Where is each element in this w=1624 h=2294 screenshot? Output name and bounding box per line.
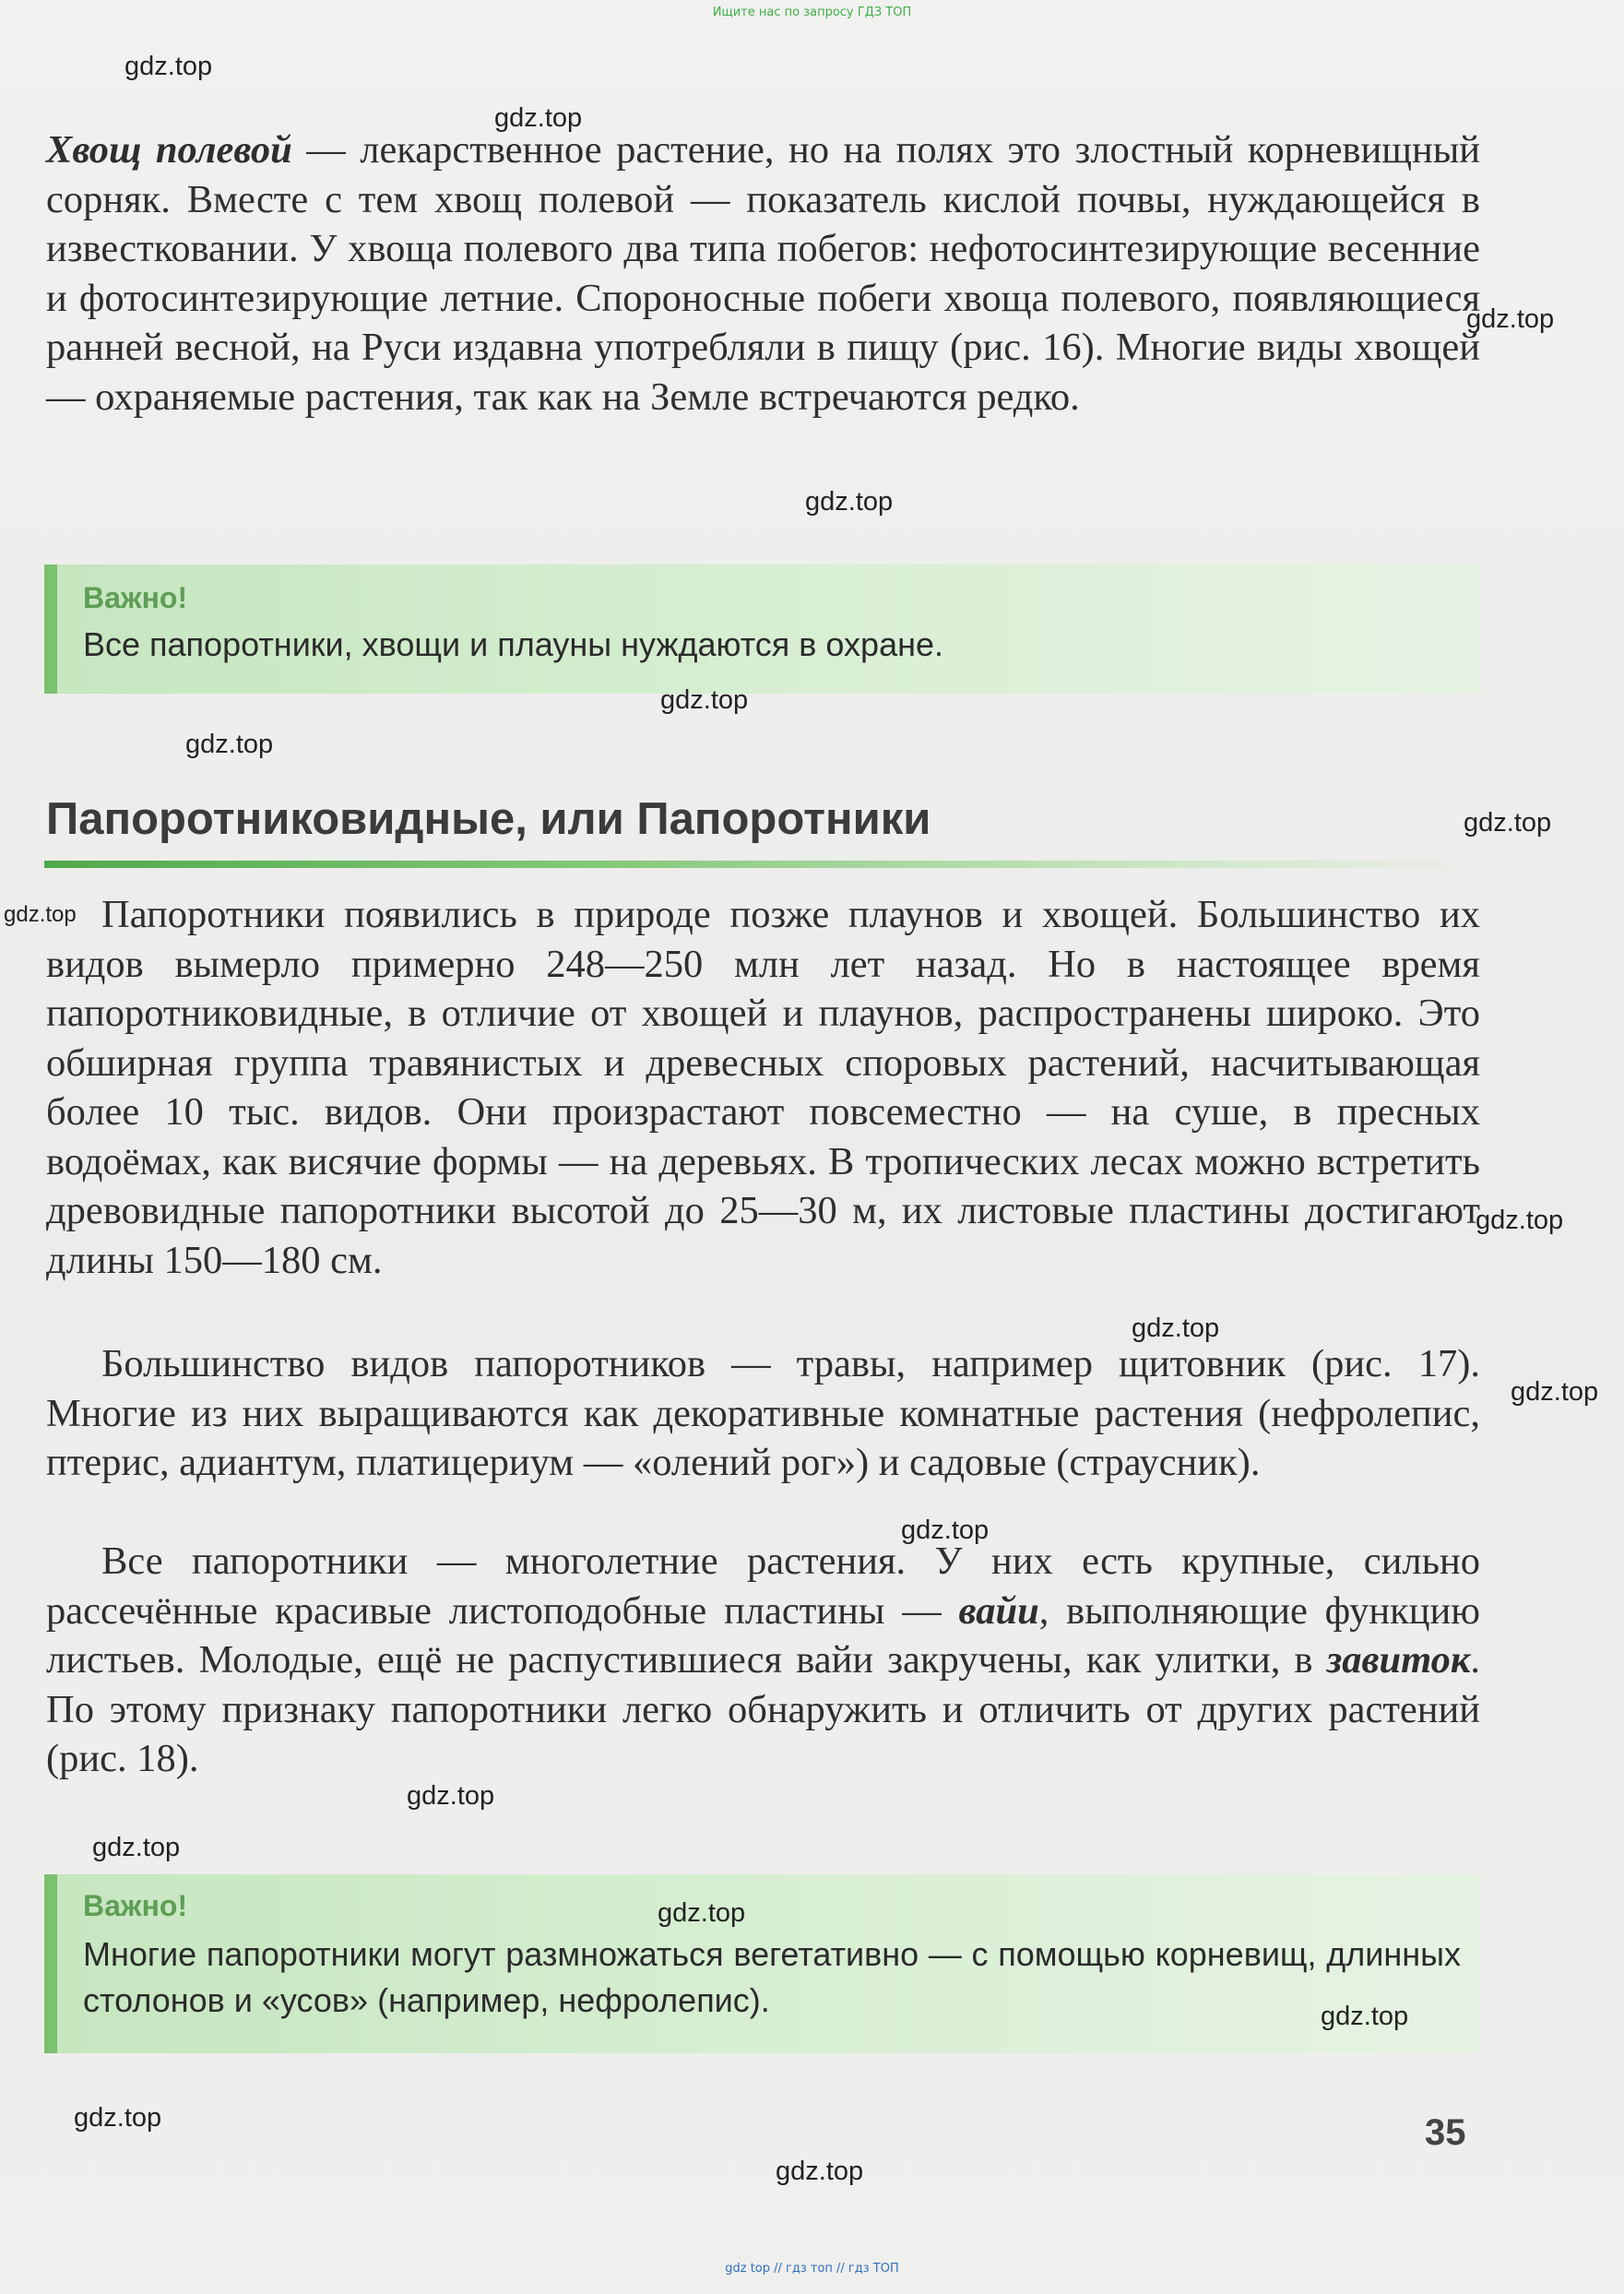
term-horsetail: Хвощ полевой [46, 128, 292, 172]
watermark: gdz.top [776, 2157, 864, 2186]
watermark: gdz.top [185, 730, 274, 759]
paragraph-ferns-intro: Папоротники появились в природе позже плаунов и хвощей. Большинство их видов вымерло примерно 248—250 млн лет назад. Но в настоящее время папоротниковидные, в отличие от хвощей и плаунов, распространены широко. Это обширная группа травянистых и древесных споровых растений, насчитывающая более 10 тыс. видов. Они произрастают повсеместно — на суше, в пресных водоёмах, как висячие формы — на деревьях. В тропических лесах можно встретить древовидные папоротники высотой до 25—30 м, их листовые пластины достигают длины 150—180 см. [46, 893, 1480, 1282]
watermark: gdz.top [407, 1781, 495, 1811]
note-title: Важно! [83, 581, 188, 614]
watermark: gdz.top [92, 1833, 181, 1862]
watermark: gdz.top [74, 2103, 162, 2133]
important-note-2 [44, 1874, 1479, 2053]
watermark: gdz.top [124, 52, 213, 81]
note-text: Все папоротники, хвощи и плауны нуждаются в охране. [83, 625, 943, 663]
page-number: 35 [1425, 2112, 1466, 2153]
note-title: Важно! [83, 1889, 188, 1922]
paragraph-horsetail-text: — лекарственное растение, но на полях это злостный корневищный сорняк. Вместе с тем хвощ полевой — показатель кислой почвы, нуждающейся в известковании. У хвоща полевого два типа побегов: нефотосинтезирующие весенние и фотосинтезирующие летние. Спороносные побеги хвоща полевого, появляющиеся ранней весной, на Руси издавна употребляли в пищу (рис. 16). Многие виды хвощей — охраняемые растения, так как на Земле встречаются редко. [46, 128, 1481, 419]
watermark: gdz.top [494, 103, 583, 133]
term-crozier: завиток [1326, 1638, 1471, 1682]
watermark: gdz.top [658, 1898, 746, 1928]
fronds-text-3: . По этому признаку папоротники легко обнаружить и отличить от других растений (рис. 18). [46, 1638, 1480, 1780]
watermark: gdz.top [4, 902, 77, 927]
top-banner[interactable]: Ищите нас по запросу ГДЗ ТОП [712, 6, 912, 19]
watermark: gdz.top [1132, 1313, 1220, 1343]
paragraph-ferns-fronds [46, 1537, 1480, 1784]
heading-underline [44, 861, 1479, 868]
watermark: gdz.top [1466, 304, 1555, 334]
note-text: Многие папоротники могут размножаться вегетативно — с помощью корневищ, длинных столонов и «усов» (например, нефролепис). [83, 1935, 1461, 2019]
fronds-text-2: , выполняющие функцию листьев. Молодые, ещё не распустившиеся вайи закручены, как улитки, в [46, 1588, 1480, 1682]
section-heading: Папоротниковидные, или Папоротники [46, 794, 931, 844]
watermark: gdz.top [1511, 1377, 1599, 1407]
watermark: gdz.top [805, 487, 894, 517]
term-fronds: вайи [958, 1588, 1039, 1633]
important-note-1 [44, 565, 1479, 694]
watermark: gdz.top [660, 685, 749, 715]
watermark: gdz.top [1476, 1206, 1564, 1235]
watermark: gdz.top [901, 1515, 990, 1545]
paragraph-horsetail [46, 125, 1480, 422]
paragraph-ferns-herbs: Большинство видов папоротников — травы, например щитовник (рис. 17). Многие из них выращиваются как декоративные комнатные растения (нефролепис, птерис, адиантум, платицериум — «олений рог») и садовые (страусник). [46, 1342, 1480, 1484]
watermark: gdz.top [1464, 808, 1552, 838]
watermark: gdz.top [1321, 2002, 1409, 2031]
bottom-banner[interactable]: gdz top // гдз топ // гдз ТОП [725, 2262, 899, 2276]
fronds-text-1: Все папоротники — многолетние растения. У них есть крупные, сильно рассечённые красивые листоподобные пластины — [46, 1539, 1480, 1633]
